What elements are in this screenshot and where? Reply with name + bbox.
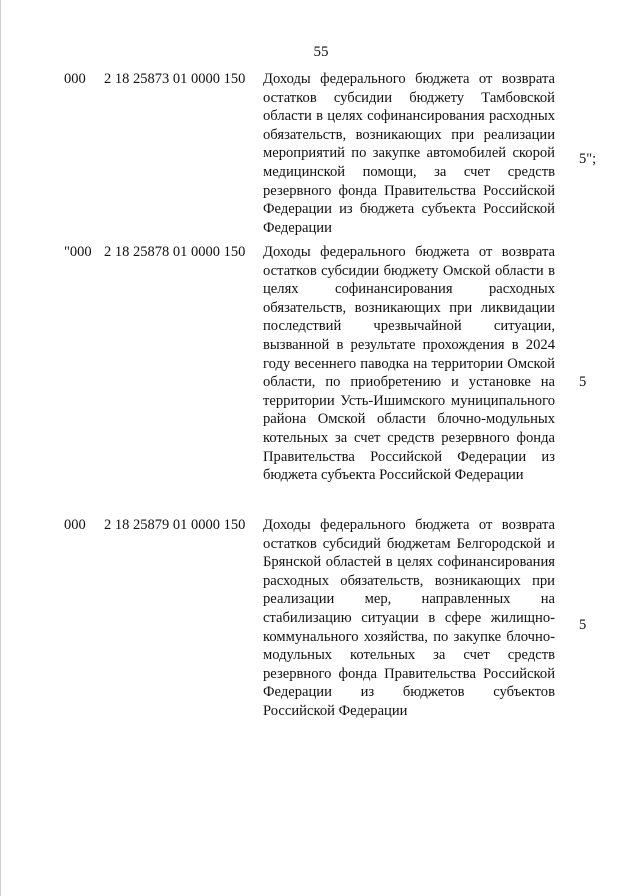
admin-code: 000: [64, 517, 86, 533]
amount-value: 5";: [579, 151, 597, 167]
page-number: 55: [313, 44, 329, 60]
amount-value: 5: [579, 617, 587, 633]
budget-classification-code: 2 18 25878 01 0000 150: [104, 244, 246, 260]
budget-classification-code: 2 18 25873 01 0000 150: [104, 71, 246, 87]
admin-code: 000: [64, 71, 86, 87]
amount-value: 5: [579, 374, 587, 390]
revenue-description: Доходы федерального бюджета от возврата остатков субсидии бюджету Омской области в целях софинансирования расходных обязательств, возникающих при ликвидации последствий чрезвычайной ситуации, вызванной в результате прохождения в 2024 году весеннего паводка на территории Омской области, по приобретению и установке на территории Усть-Ишимского муниципального района Омской области блочно-модульных котельных за счет средств резервного фонда Правительства Российской Федерации из бюджета субъекта Российской Федерации: [263, 244, 555, 484]
revenue-description: Доходы федерального бюджета от возврата остатков субсидии бюджету Тамбовской области в целях софинансирования расходных обязательств, возникающих при реализации мероприятий по закупке автомобилей скорой медицинской помощи, за счет средств резервного фонда Правительства Российской Федерации из бюджета субъекта Российской Федерации: [263, 71, 555, 236]
revenue-description: Доходы федерального бюджета от возврата остатков субсидий бюджетам Белгородской и Брянской областей в целях софинансирования расходных обязательств, возникающих при реализации мер, направленных на стабилизацию ситуации в сфере жилищно-коммунального хозяйства, по закупке блочно-модульных котельных за счет средств резервного фонда Правительства Российской Федерации из бюджетов субъектов Российской Федерации: [263, 517, 555, 719]
admin-code: "000: [64, 244, 92, 260]
budget-classification-code: 2 18 25879 01 0000 150: [104, 517, 246, 533]
